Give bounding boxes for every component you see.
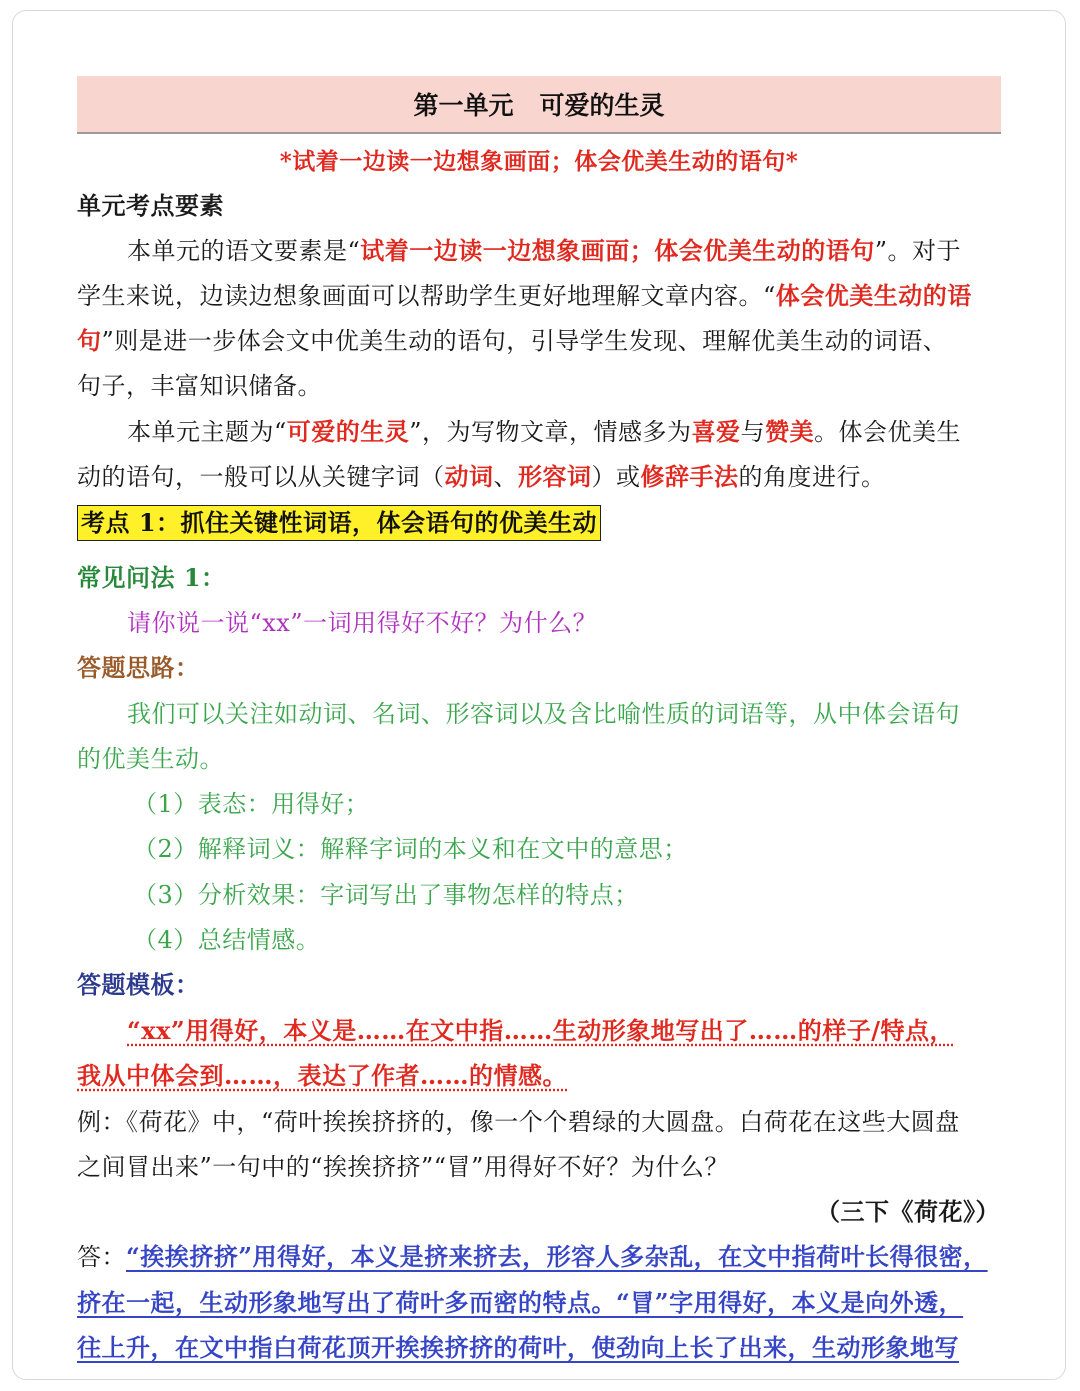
example-source: （三下《荷花》） — [816, 1197, 1000, 1226]
question-text: 请你说一说“xx”一词用得好不好？为什么？ — [127, 609, 598, 637]
section-title: 单元考点要素 — [77, 191, 224, 220]
approach-line1: 我们可以关注如动词、名词、形容词以及含比喻性质的词语等，从中体会语句 — [127, 700, 960, 728]
unit-goal: *试着一边读一边想象画面；体会优美生动的语句* — [279, 148, 799, 175]
answer-line3: 往上升，在文中指白荷花顶开挨挨挤挤的荷叶，使劲向上长了出来，生动形象地写 — [77, 1333, 959, 1362]
point1-highlight: 考点 1：抓住关键性词语，体会语句的优美生动 — [77, 505, 601, 541]
example-line2: 之间冒出来”一句中的“挨挨挤挤”“冒”用得好不好？为什么？ — [77, 1153, 729, 1181]
approach-step: （3）分析效果：字词写出了事物怎样的特点； — [133, 881, 639, 909]
unit-title-bar — [77, 76, 1001, 134]
unit-number: 第一单元 — [413, 91, 514, 120]
para1-line4: 句子，丰富知识储备。 — [77, 372, 322, 400]
template-label: 答题模板： — [77, 970, 200, 999]
approach-line2: 的优美生动。 — [77, 745, 224, 773]
para2-line2: 动的语句，一般可以从关键字词（动词、形容词）或修辞手法的角度进行。 — [77, 462, 886, 491]
approach-label: 答题思路： — [77, 653, 200, 682]
para2-line1: 本单元主题为“可爱的生灵”，为写物文章，情感多为喜爱与赞美。体会优美生 — [127, 417, 962, 446]
approach-step: （1）表态：用得好； — [133, 790, 370, 818]
answer-prefix: 答： — [77, 1243, 126, 1271]
answer-line2: 挤在一起，生动形象地写出了荷叶多而密的特点。“冒”字用得好，本义是向外透， — [77, 1288, 964, 1317]
para1-line1: 本单元的语文要素是“试着一边读一边想象画面；体会优美生动的语句”。对于 — [127, 236, 962, 265]
example-line1: 例：《荷花》中，“荷叶挨挨挤挤的，像一个个碧绿的大圆盘。白荷花在这些大圆盘 — [77, 1108, 960, 1136]
answer-line1: 答：“挨挨挤挤”用得好，本义是挤来挤去，形容人多杂乱，在文中指荷叶长得很密， — [77, 1242, 988, 1271]
approach-step: （2）解释词义：解释字词的本义和在文中的意思； — [133, 835, 688, 863]
template-line1: “xx”用得好，本义是……在文中指……生动形象地写出了……的样子/特点， — [127, 1016, 954, 1045]
para1-line3: 句”则是进一步体会文中优美生动的语句，引导学生发现、理解优美生动的词语、 — [77, 326, 948, 355]
template-line2: 我从中体会到……，表达了作者……的情感。 — [77, 1061, 567, 1090]
approach-step: （4）总结情感。 — [133, 926, 321, 954]
unit-theme: 可爱的生灵 — [539, 91, 665, 120]
point1-heading — [77, 505, 601, 541]
question-label: 常见问法 1： — [77, 563, 226, 592]
para1-line2: 学生来说，边读边想象画面可以帮助学生更好地理解文章内容。“体会优美生动的语 — [77, 281, 972, 310]
